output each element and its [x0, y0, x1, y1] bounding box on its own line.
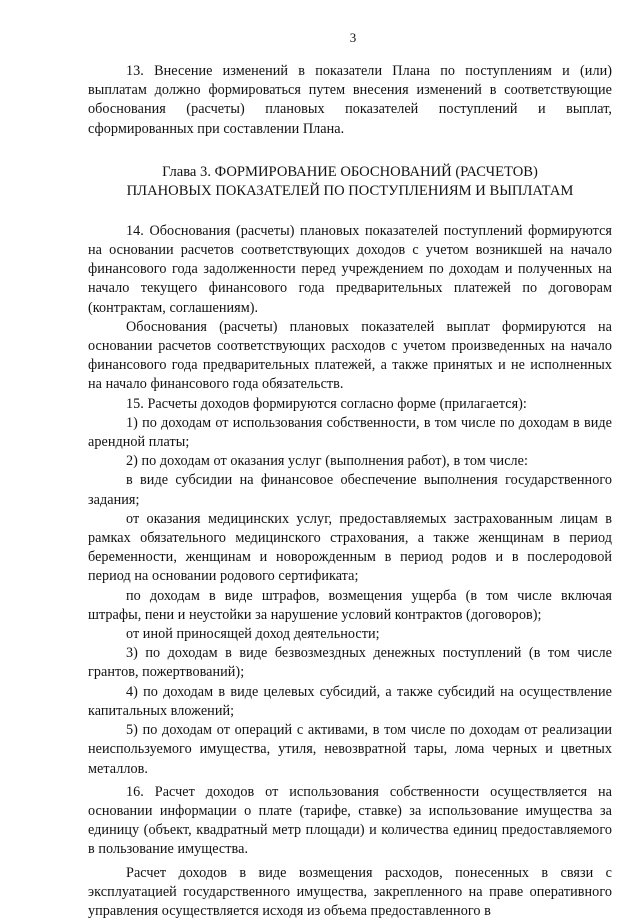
list-item-2-medical: от оказания медицинских услуг, предоставляемых застрахованным лицам в рамках обязательного медицинского страхования, а также женщинам в период беременности, женщинам и новорожденным в период родов и в послеродовой период на основании родового сертификата;: [88, 510, 612, 585]
paragraph-13: 13. Внесение изменений в показатели Плана по поступлениям и (или) выплатам должно формироваться путем внесения изменений в соответствующие обоснования (расчеты) плановых показателей поступлений и выплат, сформированных при составлении Плана.: [88, 63, 612, 137]
list-item-2-fines: по доходам в виде штрафов, возмещения ущерба (в том числе включая штрафы, пени и неустойки за нарушение условий контрактов (договоров);: [88, 587, 612, 623]
paragraph-15: 15. Расчеты доходов формируются согласно форме (прилагается):: [126, 395, 527, 412]
list-item-2-subsidy: в виде субсидии на финансовое обеспечение выполнения государственного задания;: [88, 472, 612, 508]
chapter-heading-line-1: Глава 3. ФОРМИРОВАНИЕ ОБОСНОВАНИЙ (РАСЧЕТОВ): [162, 163, 538, 180]
paragraph-reimbursement: Расчет доходов в виде возмещения расходов, понесенных в связи с эксплуатацией государственного имущества, закрепленного на праве оперативного управления осуществляется исходя из объема предоставленного в: [88, 864, 612, 919]
list-item-1: 1) по доходам от использования собственности, в том числе по доходам в виде арендной платы;: [88, 414, 612, 451]
document-page: [88, 30, 612, 921]
chapter-heading: [88, 163, 612, 201]
paragraph-expenses: Обоснования (расчеты) плановых показателей выплат формируются на основании расчетов соответствующих расходов с учетом произведенных на начало финансового года предварительных платежей, а также принятых и не исполненных на начало финансового года обязательств.: [88, 318, 612, 393]
chapter-heading-line-2: ПЛАНОВЫХ ПОКАЗАТЕЛЕЙ ПО ПОСТУПЛЕНИЯМ И ВЫПЛАТАМ: [126, 182, 574, 199]
list-item-2: 2) по доходам от оказания услуг (выполнения работ), в том числе:: [126, 453, 529, 470]
paragraph-14: 14. Обоснования (расчеты) плановых показателей поступлений формируются на основании расчетов соответствующих доходов с учетом возникшей на начало финансового года задолженности перед учреждением по доходам и полученных на начало текущего финансового года предварительных платежей по договорам (контрактам, соглашениям).: [88, 222, 612, 316]
list-item-5: 5) по доходам от операций с активами, в том числе по доходам от реализации неиспользуемого имущества, утиля, невозвратной тары, лома черных и цветных металлов.: [88, 722, 612, 777]
list-item-2-other: от иной приносящей доход деятельности;: [126, 626, 380, 643]
list-item-4: 4) по доходам в виде целевых субсидий, а также субсидий на осуществление капитальных вложений;: [88, 683, 612, 719]
list-item-3: 3) по доходам в виде безвозмездных денежных поступлений (в том числе грантов, пожертвований);: [88, 645, 612, 681]
page-number: 3: [349, 30, 357, 45]
paragraph-16: 16. Расчет доходов от использования собственности осуществляется на основании информации о плате (тарифе, ставке) за использование имущества за единицу (объект, квадратный метр площади) и количества единиц предоставляемого в пользование имущества.: [88, 783, 612, 858]
